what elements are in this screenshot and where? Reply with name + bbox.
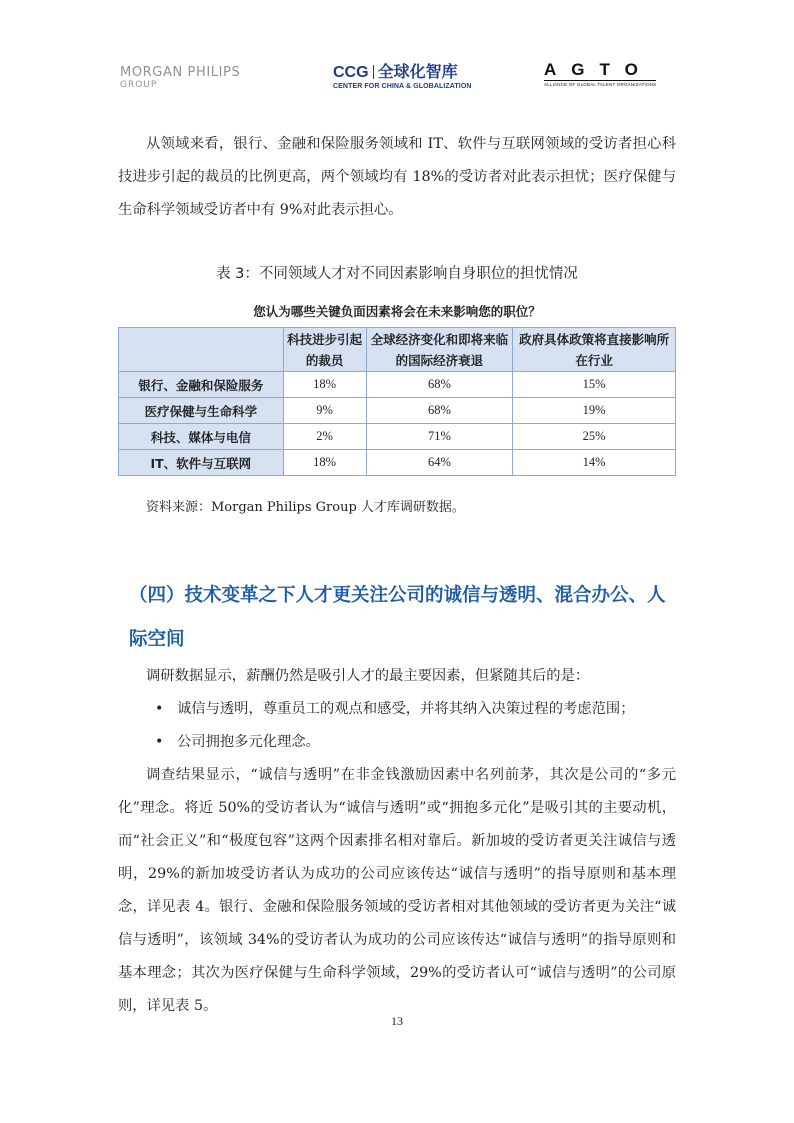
- paragraph-sector-layoff-concern: 从领域来看，银行、金融和保险服务领域和 IT、软件与互联网领域的受访者担心科技进步引起的裁员的比例更高，两个领域均有 18%的受访者对此表示担忧；医疗保健与生命科学领域受访者中有 9%对此表示担心。: [118, 136, 676, 218]
- table-header-row: [119, 328, 676, 372]
- agto-logo-subtitle: ALLIANCE OF GLOBAL TALENT ORGANIZATIONS: [544, 82, 657, 87]
- paragraph-survey-results: 调查结果显示，“诚信与透明”在非金钱激励因素中名列前茅，其次是公司的“多元化”理念。将近 50%的受访者认为“诚信与透明”或“拥抱多元化”是吸引其的主要动机，而“社会正义”和“极度包容”这两个因素排名相对靠后。新加坡的受访者更关注诚信与透明，29%的新加坡受访者认为成功的公司应该传达“诚信与透明”的指导原则和基本理念，详见表 4。银行、金融和保险服务领域的受访者相对其他领域的受访者更为关注“诚信与透明”，该领域 34%的受访者认为成功的公司应该传达“诚信与透明”的指导原则和基本理念；其次为医疗保健与生命科学领域，29%的受访者认可“诚信与透明”的公司原则，详见表 5。: [118, 767, 676, 1014]
- morgan-philips-logo-name: MORGAN PHILIPS: [120, 65, 241, 80]
- table-cell: 18%: [283, 372, 366, 398]
- table-title: 表 3：不同领域人才对不同因素影响自身职位的担忧情况: [216, 266, 578, 282]
- table-row: [119, 398, 676, 424]
- table-row-header: IT、软件与互联网: [119, 450, 284, 476]
- table-question: 您认为哪些关键负面因素将会在未来影响您的职位？: [253, 304, 541, 319]
- table-cell: 15%: [513, 372, 676, 398]
- bullet-marker: •: [155, 701, 164, 717]
- page-number: 13: [391, 1014, 403, 1028]
- list-item-text: 公司拥抱多元化理念。: [177, 734, 320, 750]
- table-header-tech-layoff: 科技进步引起的裁员: [283, 328, 366, 372]
- list-item: [155, 693, 675, 726]
- table-row: [119, 450, 676, 476]
- table-cell: 18%: [283, 450, 366, 476]
- table-cell: 14%: [513, 450, 676, 476]
- bullet-marker: •: [155, 734, 164, 750]
- ccg-logo-subtitle: CENTER FOR CHINA & GLOBALIZATION: [333, 83, 472, 90]
- table-cell: 9%: [283, 398, 366, 424]
- table-cell: 71%: [366, 424, 513, 450]
- table-source-note: 资料来源：Morgan Philips Group 人才库调研数据。: [146, 500, 465, 515]
- morgan-philips-logo: [120, 66, 240, 90]
- paragraph-survey-intro: 调研数据显示，薪酬仍然是吸引人才的最主要因素，但紧随其后的是：: [146, 668, 590, 684]
- agto-logo: [544, 61, 656, 88]
- ccg-logo-abbr: CCG: [333, 64, 369, 81]
- table-cell: 19%: [513, 398, 676, 424]
- table-cell: 68%: [366, 398, 513, 424]
- ccg-logo-title: [333, 64, 472, 82]
- morgan-philips-logo-group: GROUP: [120, 80, 158, 90]
- agto-logo-title: AGTO: [544, 60, 653, 79]
- table-cell: 64%: [366, 450, 513, 476]
- list-item-text: 诚信与透明，尊重员工的观点和感受，并将其纳入决策过程的考虑范围；: [177, 701, 635, 717]
- header-logos: [0, 58, 794, 98]
- table-cell: 68%: [366, 372, 513, 398]
- table-row: [119, 424, 676, 450]
- table-header-economic-recession: 全球经济变化和即将来临的国际经济衰退: [366, 328, 513, 372]
- table-row: [119, 372, 676, 398]
- concern-table: [118, 327, 676, 476]
- section-heading: （四）技术变革之下人才更关注公司的诚信与透明、混合办公、人际空间: [129, 585, 666, 650]
- list-item: [155, 726, 675, 759]
- table-cell: 25%: [513, 424, 676, 450]
- attraction-factor-list: [155, 693, 675, 759]
- table-header-corner: [119, 328, 284, 372]
- ccg-logo-chinese: 全球化智库: [377, 64, 458, 81]
- table-row-header: 医疗保健与生命科学: [119, 398, 284, 424]
- table-row-header: 银行、金融和保险服务: [119, 372, 284, 398]
- ccg-logo: [333, 64, 472, 91]
- ccg-logo-divider: [373, 65, 374, 79]
- table-header-government-policy: 政府具体政策将直接影响所在行业: [513, 328, 676, 372]
- table-row-header: 科技、媒体与电信: [119, 424, 284, 450]
- table-cell: 2%: [283, 424, 366, 450]
